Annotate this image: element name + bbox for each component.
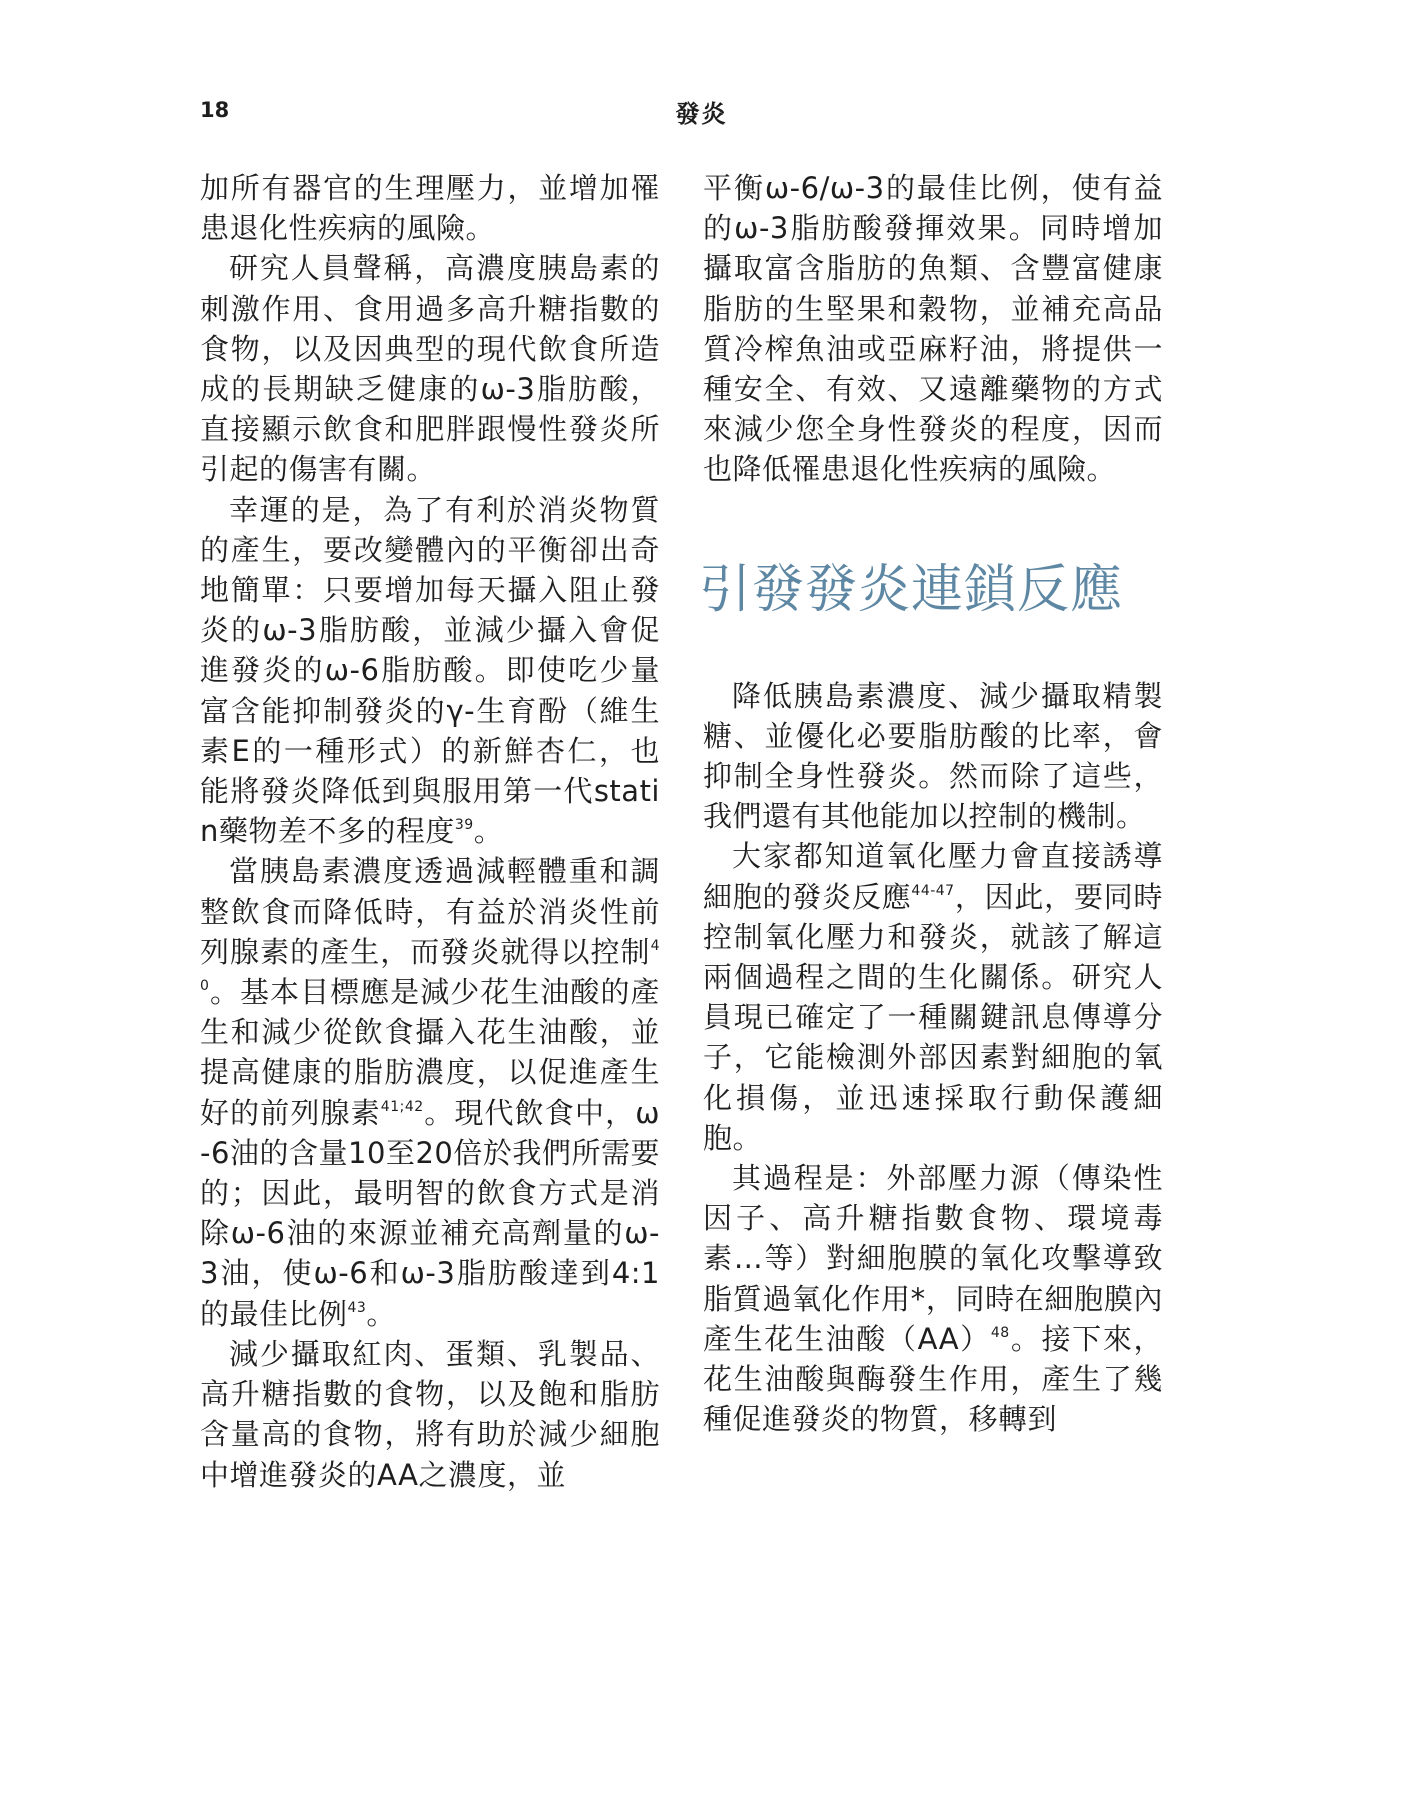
paragraph-text: 其過程是：外部壓力源（傳染性因子、高升糖指數食物、環境毒素…等）對細胞膜的氧化攻擊導致脂質過氧化作用*，同時在細胞膜內產生花生油酸（AA） [703, 1161, 1163, 1356]
citation: 48 [990, 1324, 1010, 1341]
paragraph-text: 。 [366, 1296, 396, 1331]
paragraph [703, 168, 1163, 490]
paragraph-text: 當胰島素濃度透過減輕體重和調整飲食而降低時，有益於消炎性前列腺素的產生，而發炎就得以控制 [200, 854, 660, 969]
paragraph [200, 168, 660, 248]
paragraph [703, 1158, 1163, 1439]
paragraph [200, 851, 660, 1333]
citation: 40 [200, 937, 660, 995]
paragraph-text: 減少攝取紅肉、蛋類、乳製品、高升糖指數的食物，以及飽和脂肪含量高的食物，將有助於減少細胞中增進發炎的AA之濃度，並 [200, 1336, 660, 1492]
running-header: 發炎 [675, 100, 728, 128]
citation: 41;42 [380, 1098, 424, 1115]
citation: 39 [454, 817, 474, 834]
paragraph [200, 1334, 660, 1495]
paragraph-text: 。現代飲食中，ω-6油的含量10至20倍於我們所需要的；因此，最明智的飲食方式是消除ω-6油的來源並補充高劑量的ω-3油，使ω-6和ω-3脂肪酸達到4:1的最佳比例 [200, 1095, 660, 1331]
paragraph-text: ，因此，要同時控制氧化壓力和發炎，就該了解這兩個過程之間的生化關係。研究人員現已確定了一種關鍵訊息傳導分子，它能檢測外部因素對細胞的氧化損傷，並迅速採取行動保護細胞。 [703, 879, 1163, 1155]
left-column [200, 168, 660, 1495]
paragraph [200, 490, 660, 852]
paragraph [703, 836, 1163, 1158]
citation: 43 [347, 1299, 367, 1316]
paragraph-text: 平衡ω-6/ω-3的最佳比例，使有益的ω-3脂肪酸發揮效果。同時增加攝取富含脂肪的魚類、含豐富健康脂肪的生堅果和穀物，並補充高品質冷榨魚油或亞麻籽油，將提供一種安全、有效、又遠離藥物的方式來減少您全身性發炎的程度，因而也降低罹患退化性疾病的風險。 [703, 171, 1163, 487]
paragraph-text: 研究人員聲稱，高濃度胰島素的刺激作用、食用過多高升糖指數的食物，以及因典型的現代飲食所造成的長期缺乏健康的ω-3脂肪酸，直接顯示飲食和肥胖跟慢性發炎所引起的傷害有關。 [200, 251, 660, 487]
paragraph [200, 248, 660, 489]
page-number: 18 [200, 98, 230, 122]
right-column [699, 168, 1163, 1439]
paragraph-text: 降低胰島素濃度、減少攝取精製糖、並優化必要脂肪酸的比率，會抑制全身性發炎。然而除了這些，我們還有其他能加以控制的機制。 [703, 678, 1163, 834]
paragraph [703, 676, 1163, 837]
paragraph-text: 。基本目標應是減少花生油酸的產生和減少從飲食攝入花生油酸，並提高健康的脂肪濃度，以促進產生好的前列腺素 [200, 975, 660, 1130]
section-heading: 引發發炎連鎖反應 [699, 559, 1124, 620]
paragraph-text: 幸運的是，為了有利於消炎物質的產生，要改變體內的平衡卻出奇地簡單：只要增加每天攝入阻止發炎的ω-3脂肪酸，並減少攝入會促進發炎的ω-6脂肪酸。即使吃少量富含能抑制發炎的γ-生育酚（維生素E的一種形式）的新鮮杏仁，也能將發炎降低到與服用第一代statin藥物差不多的程度 [200, 492, 660, 849]
paragraph-text: 大家都知道氧化壓力會直接誘導細胞的發炎反應 [703, 839, 1163, 914]
paragraph-text: 。 [473, 814, 504, 849]
paragraph-text: 加所有器官的生理壓力，並增加罹患退化性疾病的風險。 [200, 171, 660, 246]
citation: 44-47 [911, 882, 955, 899]
paragraph-text: 。接下來，花生油酸與酶發生作用，產生了幾種促進發炎的物質，移轉到 [703, 1321, 1163, 1437]
